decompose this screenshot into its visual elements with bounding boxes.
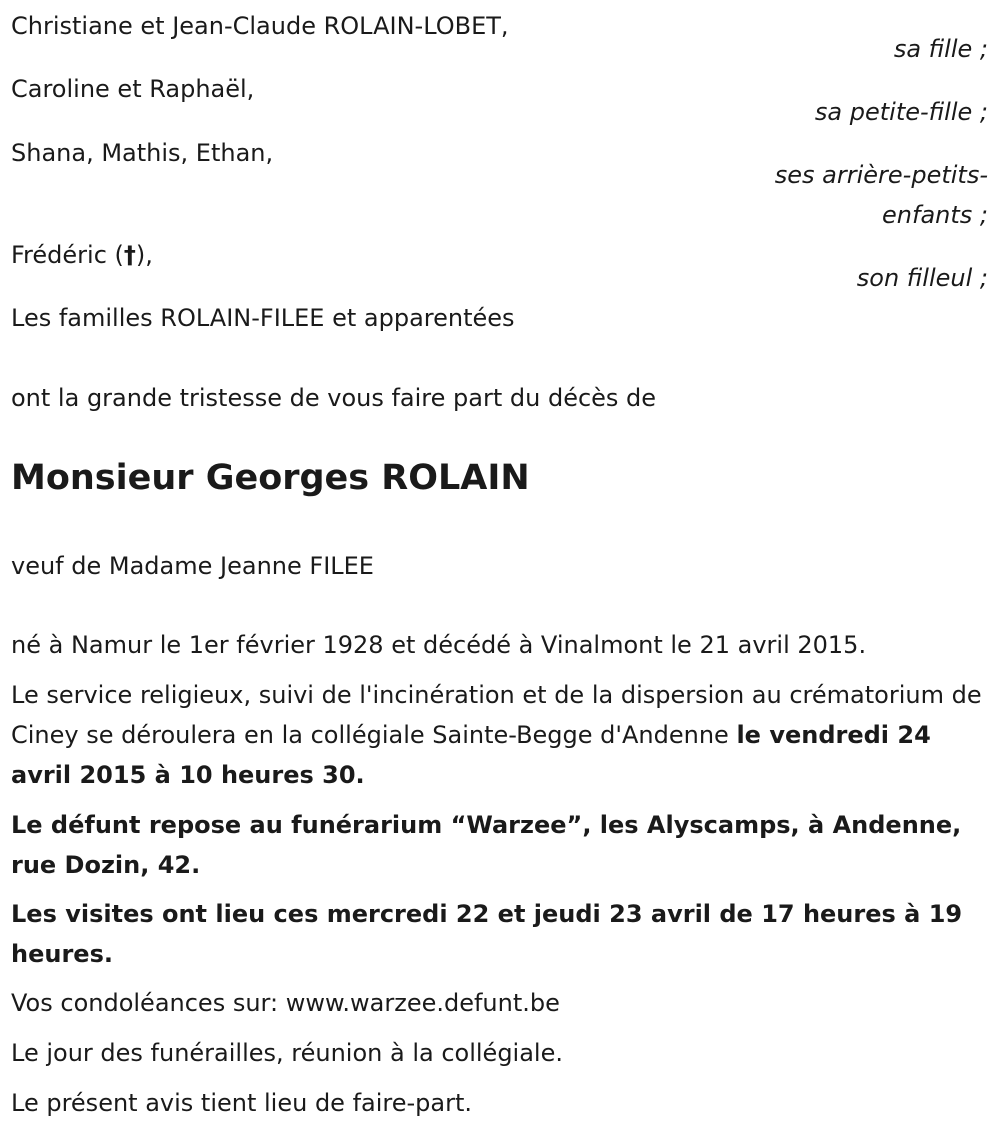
family-line-daughter: Christiane et Jean-Claude ROLAIN-LOBET, [11,12,509,40]
repose-paragraph: Le défunt repose au funérarium “Warzee”, les Alyscamps, à Andenne, rue Dozin, 42. [11,811,962,879]
family-line-godson [11,240,153,270]
funeral-day-line: Le jour des funérailles, réunion à la collégiale. [11,1039,563,1067]
role-godson: son filleul ; [856,264,988,292]
role-granddaughter: sa petite-fille ; [814,98,988,126]
godson-suffix: ), [135,241,153,269]
deceased-name: Monsieur Georges ROLAIN [11,458,530,498]
family-line-relatives: Les familles ROLAIN-FILEE et apparentées [11,304,515,332]
godson-name: Frédéric ( [11,241,124,269]
role-great-grandchildren-line1: ses arrière-petits- [774,161,988,189]
widow-line: veuf de Madame Jeanne FILEE [11,552,374,580]
birth-death-line: né à Namur le 1er février 1928 et décédé à Vinalmont le 21 avril 2015. [11,631,867,659]
condolences-line: Vos condoléances sur: www.warzee.defunt.be [11,989,560,1017]
service-date: le vendredi 24 avril 2015 à 10 heures 30. [11,721,931,789]
family-line-great-grandchildren: Shana, Mathis, Ethan, [11,139,274,167]
role-great-grandchildren-line2: enfants ; [882,201,988,229]
service-text: Le service religieux, suivi de l'incinération et de la dispersion au crématorium de Ciney se déroulera en la collégiale Sainte-Begge d'Andenne [11,681,982,749]
service-paragraph [11,675,986,795]
announcement-text: ont la grande tristesse de vous faire part du décès de [11,384,657,412]
role-daughter: sa fille ; [893,35,988,63]
cross-icon: † [123,241,136,269]
visits-paragraph: Les visites ont lieu ces mercredi 22 et jeudi 23 avril de 17 heures à 19 heures. [11,900,963,968]
family-line-granddaughter: Caroline et Raphaël, [11,75,255,103]
notice-line: Le présent avis tient lieu de faire-part. [11,1089,473,1117]
